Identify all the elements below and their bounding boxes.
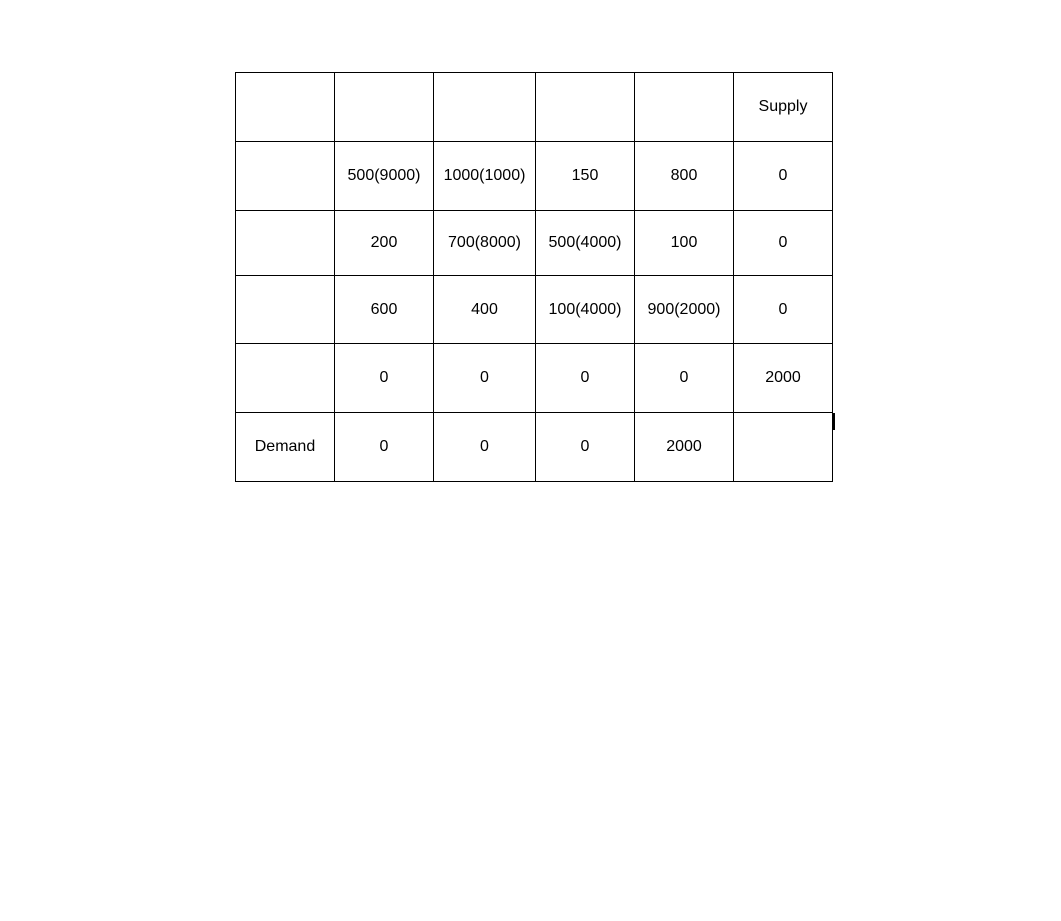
table-cell[interactable]: 700(8000) [434,211,536,276]
table-cell[interactable]: 0 [734,276,833,344]
table-cell[interactable]: 400 [434,276,536,344]
table-cell[interactable] [236,344,335,413]
table-cell[interactable]: 1000(1000) [434,142,536,211]
table-cell[interactable] [236,211,335,276]
table-row [236,344,833,413]
table-cell[interactable] [335,73,434,142]
table-cell[interactable]: 0 [434,413,536,482]
table-cell[interactable]: Demand [236,413,335,482]
table-row [236,73,833,142]
table-cell[interactable]: 500(4000) [536,211,635,276]
table-cell[interactable] [236,73,335,142]
table-cell[interactable]: 0 [635,344,734,413]
table-cell[interactable]: 900(2000) [635,276,734,344]
table-cell[interactable] [236,276,335,344]
table-row [236,276,833,344]
table-cell[interactable]: 100 [635,211,734,276]
table-cell[interactable]: 0 [536,344,635,413]
table-cell[interactable]: 0 [335,413,434,482]
table-cell[interactable]: 0 [734,142,833,211]
table-row [236,142,833,211]
table-cell[interactable]: 0 [536,413,635,482]
table-cell[interactable] [434,73,536,142]
table-cell[interactable]: 600 [335,276,434,344]
table-row [236,211,833,276]
table-row [236,413,833,482]
table-cell[interactable]: 500(9000) [335,142,434,211]
text-cursor [833,413,835,430]
table-cell[interactable] [734,413,833,482]
table-cell[interactable]: 0 [734,211,833,276]
table-cell[interactable]: 200 [335,211,434,276]
table-cell[interactable]: 2000 [734,344,833,413]
table-cell[interactable] [536,73,635,142]
table-cell[interactable]: 0 [434,344,536,413]
table-cell[interactable] [635,73,734,142]
table-cell[interactable]: 100(4000) [536,276,635,344]
table-cell[interactable]: 800 [635,142,734,211]
table-body [236,73,833,482]
table-cell[interactable]: Supply [734,73,833,142]
table-cell[interactable]: 2000 [635,413,734,482]
table-cell[interactable]: 0 [335,344,434,413]
table-cell[interactable] [236,142,335,211]
table-cell[interactable]: 150 [536,142,635,211]
transportation-table [235,72,833,482]
